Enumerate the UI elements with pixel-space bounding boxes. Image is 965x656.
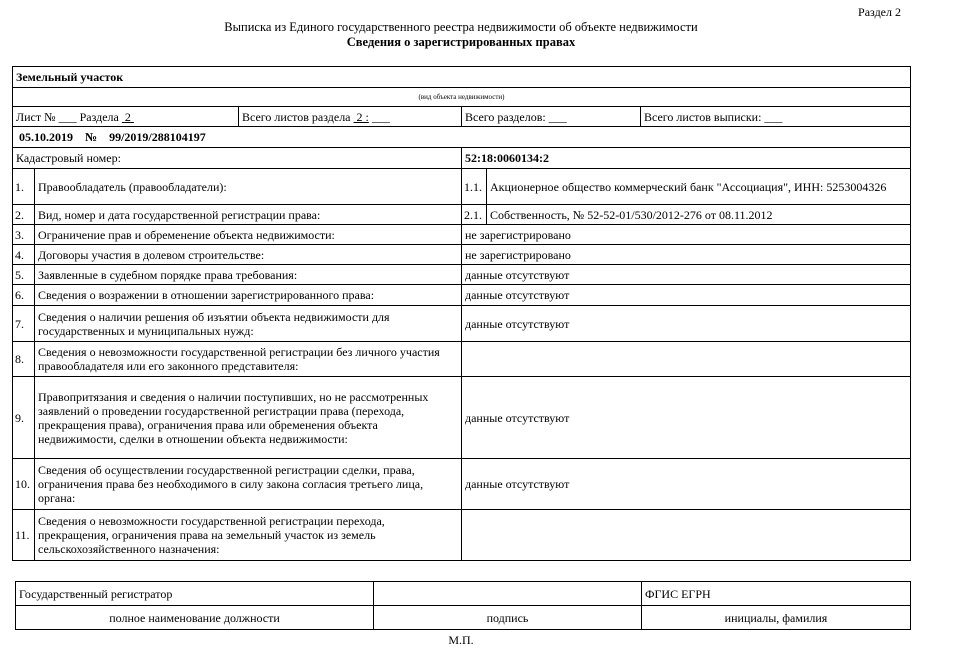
- signature-field: [374, 582, 642, 606]
- caption-position: полное наименование должности: [16, 606, 374, 630]
- right-holder: Акционерное общество коммерческий банк "Ассоциация", ИНН: 5253004326: [487, 169, 911, 205]
- document-subtitle: Сведения о зарегистрированных правах: [346, 35, 576, 49]
- object-type: Земельный участок: [13, 67, 911, 88]
- rights-table: [12, 66, 911, 561]
- object-type-caption: (вид объекта недвижимости): [13, 88, 911, 107]
- table-row: 7. Сведения о наличии решения об изъятии объекта недвижимости для государственных и муниципальных нужд: данные отсутствуют: [13, 306, 911, 342]
- table-row: 4. Договоры участия в долевом строительстве: не зарегистрировано: [13, 245, 911, 265]
- total-sheets-cell: Всего листов раздела 2 : ___: [239, 107, 462, 127]
- caption-signature: подпись: [374, 606, 642, 630]
- cadastral-number: 52:18:0060134:2: [462, 148, 911, 169]
- registrar-name: ФГИС ЕГРН: [642, 582, 911, 606]
- registration-record: Собственность, № 52-52-01/530/2012-276 от 08.11.2012: [487, 205, 911, 225]
- sheet-info-row: [13, 107, 911, 127]
- date-number-row: 05.10.2019 № 99/2019/288104197: [13, 127, 911, 148]
- cadastral-label: Кадастровый номер:: [13, 148, 462, 169]
- total-extract-cell: Всего листов выписки: ___: [641, 107, 911, 127]
- document-title: Выписка из Единого государственного реестра недвижимости об объекте недвижимости: [224, 20, 698, 34]
- table-row: 10. Сведения об осуществлении государственной регистрации сделки, права, ограничения права без необходимого в силу закона согласия третьего лица, органа: данные отсутствуют: [13, 459, 911, 510]
- caption-name: инициалы, фамилия: [642, 606, 911, 630]
- table-row: 8. Сведения о невозможности государственной регистрации без личного участия правообладателя или его законного представителя:: [13, 342, 911, 377]
- table-row: 9. Правопритязания и сведения о наличии поступивших, но не рассмотренных заявлений о проведении государственной регистрации права (перехода, прекращения права), ограничения права или обременения объекта недвижимости, сделки в отношении объекта недвижимости: данные отсутствуют: [13, 377, 911, 459]
- registrar-position: Государственный регистратор: [16, 582, 374, 606]
- total-sections-cell: Всего разделов: ___: [462, 107, 641, 127]
- signature-table: [15, 581, 911, 630]
- section-label: Раздел 2: [858, 5, 901, 19]
- table-row: 3. Ограничение прав и обременение объекта недвижимости: не зарегистрировано: [13, 225, 911, 245]
- table-row: 6. Сведения о возражении в отношении зарегистрированного права: данные отсутствуют: [13, 285, 911, 306]
- stamp-place: М.П.: [448, 633, 474, 647]
- table-row: 11. Сведения о невозможности государственной регистрации перехода, прекращения, ограничения права на земельный участок из земель сельскохозяйственного назначения:: [13, 510, 911, 561]
- table-row: 5. Заявленные в судебном порядке права требования: данные отсутствуют: [13, 265, 911, 285]
- sheet-number-cell: Лист № ___ Раздела 2: [13, 107, 239, 127]
- table-row: 1. Правообладатель (правообладатели): 1.1. Акционерное общество коммерческий банк "Ассоциация", ИНН: 5253004326: [13, 169, 911, 205]
- table-row: 2. Вид, номер и дата государственной регистрации права: 2.1. Собственность, № 52-52-01/530/2012-276 от 08.11.2012: [13, 205, 911, 225]
